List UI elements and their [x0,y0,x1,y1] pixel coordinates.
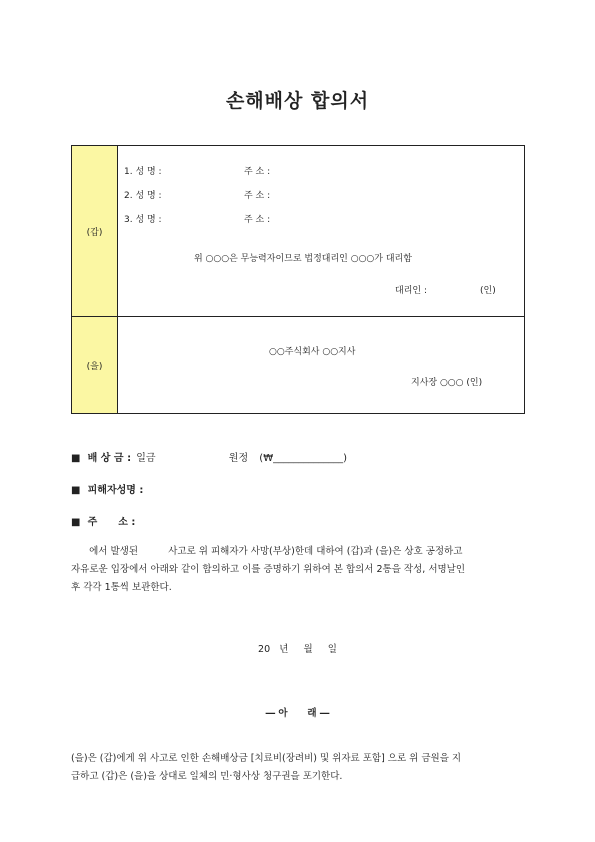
representation-note: 위 ○○○은 무능력자이므로 법정대리인 ○○○가 대리함 [194,254,412,264]
victim-name-row [71,481,143,496]
bullet-icon: ■ [71,517,81,528]
body-line-3: 후 각각 1통씩 보관한다. [71,582,172,593]
agent-label: 대리인 : [395,286,427,296]
bullet-icon: ■ [71,453,81,464]
parties-table [71,145,525,414]
party-a-address-3: 주 소 : [244,215,271,225]
party-b-manager: 지사장 ○○○ (인) [411,378,483,388]
terms-body [71,750,526,786]
party-b-label: (을) [72,317,118,414]
compensation-label: 배 상 금 : [87,453,132,464]
date-line: 20 년 월 일 [258,644,337,655]
victim-name-label: 피해자성명 : [87,485,144,496]
address-label: 주 소 : [87,517,136,528]
bullet-icon: ■ [71,485,81,496]
amount-prefix: 일금 [136,453,156,464]
address-row [71,513,135,528]
body-line-1: 에서 발생된 사고로 위 피해자가 사망(부상)한데 대하여 (갑)과 (을)은 상호 공정하고 [71,546,463,557]
notice-heading: ― 아 래 ― [265,708,330,719]
party-a-address-2: 주 소 : [244,191,271,201]
party-b-details [118,317,525,414]
compensation-row [71,449,347,464]
terms-line-2: 급하고 (갑)은 (을)을 상대로 일체의 민·형사상 청구권을 포기한다. [71,771,343,782]
party-a-details [118,146,525,317]
party-a-label: (갑) [72,146,118,317]
agreement-body [71,543,526,597]
document-title: 손해배상 합의서 [225,90,370,112]
terms-line-1: (을)은 (갑)에게 위 사고로 인한 손해배상금 [치료비(장려비) 및 위자료 포함] 으로 위 금원을 지 [71,753,462,764]
party-b-company: ○○주식회사 ○○지사 [269,347,356,357]
amount-suffix: 원정 [228,453,249,464]
party-a-name-1: 1. 성 명 : [124,167,162,177]
won-amount-field: (₩______________) [259,453,347,464]
party-a-address-1: 주 소 : [244,167,271,177]
party-a-name-3: 3. 성 명 : [124,215,162,225]
agent-seal: (인) [480,286,496,296]
body-line-2: 자유로운 입장에서 아래와 같이 합의하고 이를 증명하기 위하여 본 합의서 2통을 작성, 서명날인 [71,564,466,575]
party-a-name-2: 2. 성 명 : [124,191,162,201]
